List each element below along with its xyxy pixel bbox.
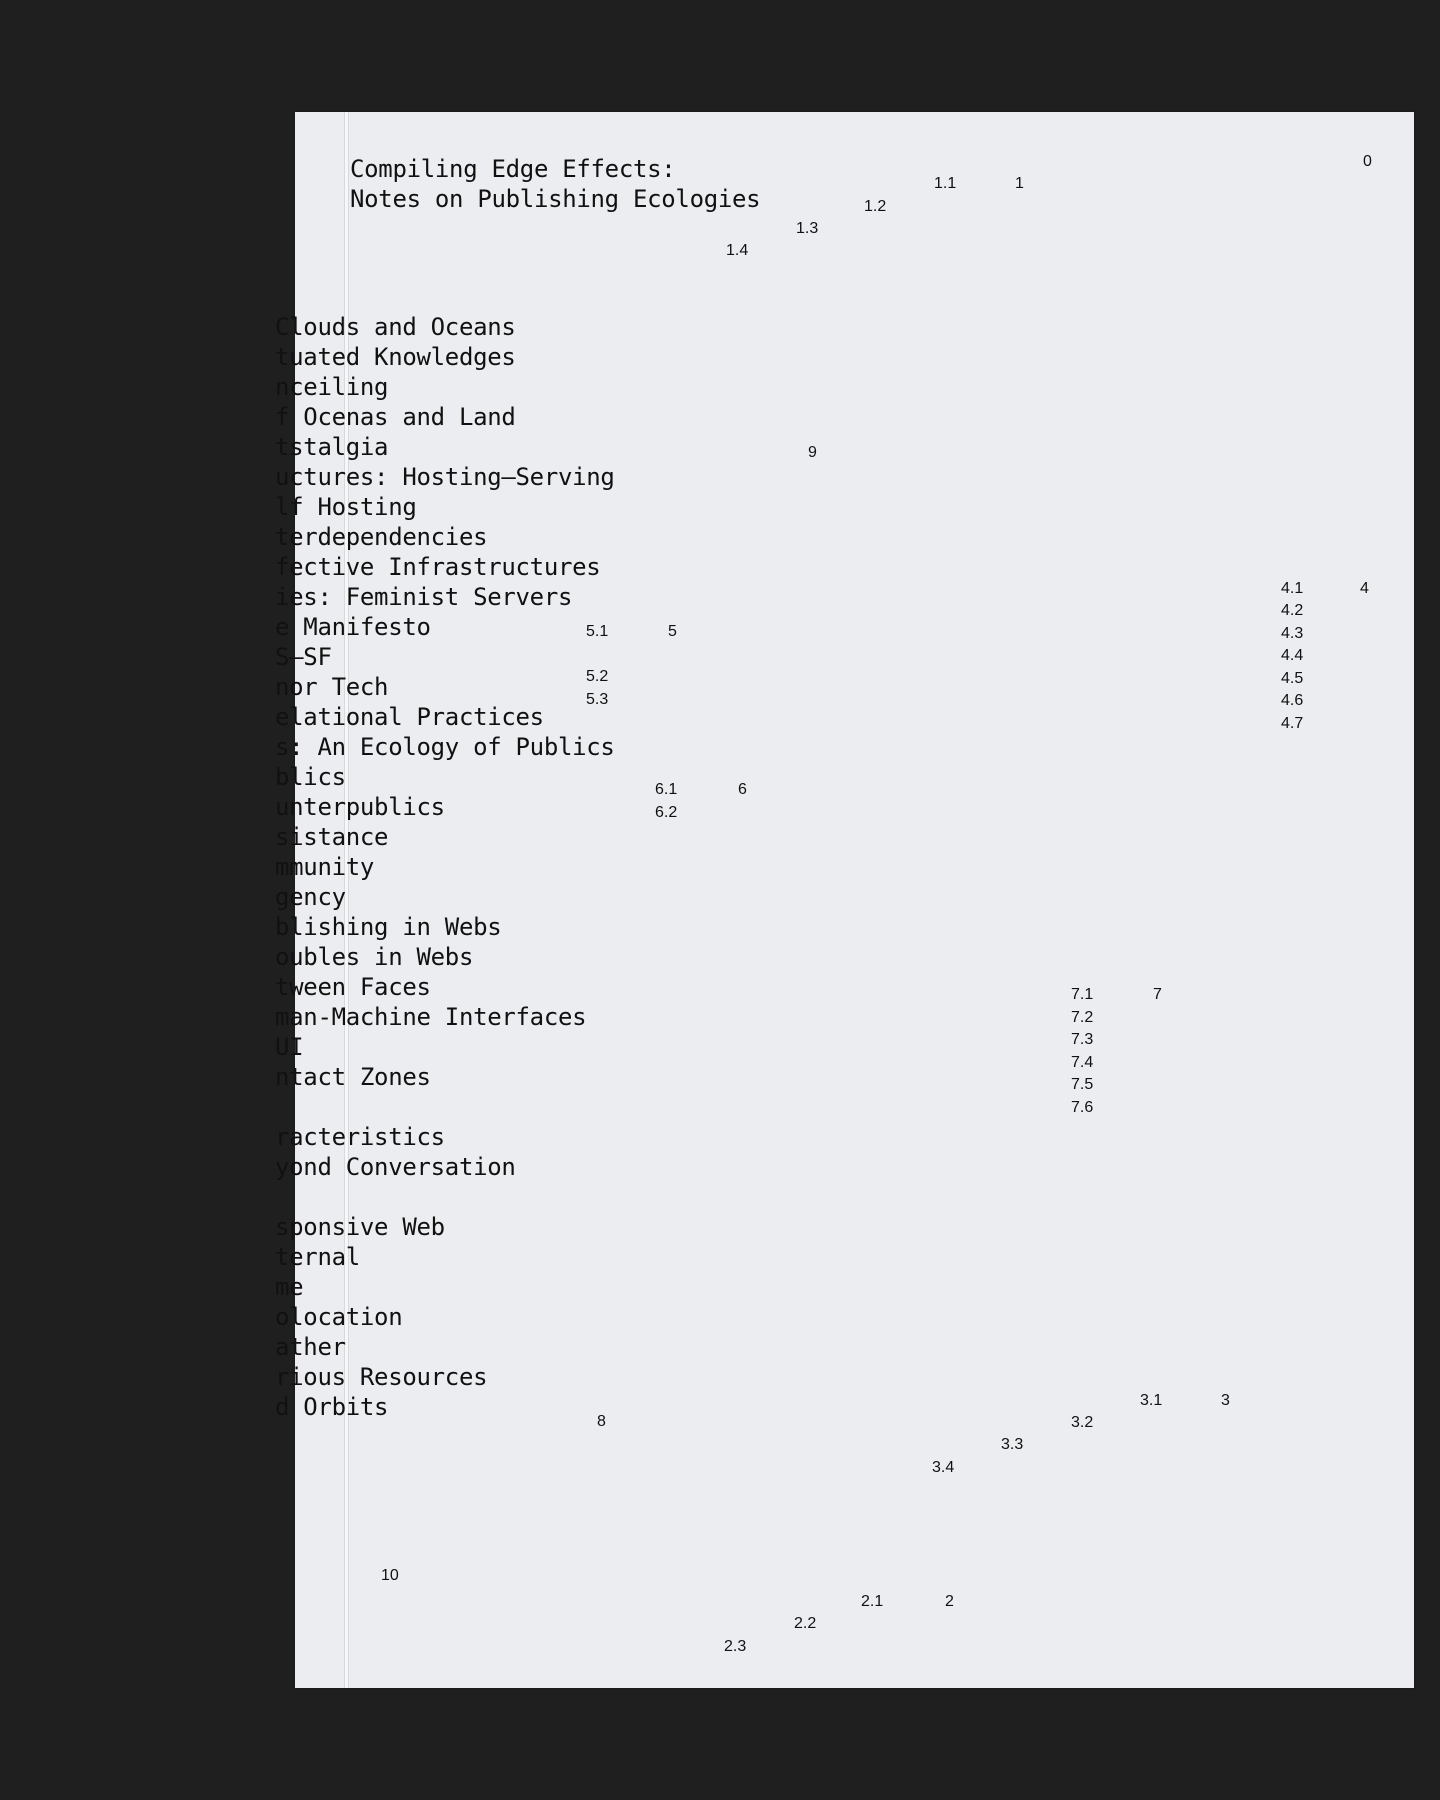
section-number: 5 [668,623,677,640]
title-line-2: Notes on Publishing Ecologies [350,185,761,213]
title-line-1: Compiling Edge Effects: [350,155,676,183]
toc-entry: f Ocenas and Land [275,403,516,431]
toc-entry: yond Conversation [275,1153,516,1181]
section-number: 4.1 [1281,580,1304,597]
section-number: 2.3 [724,1638,747,1655]
table-of-contents [275,312,615,1422]
section-number: 7.6 [1071,1099,1094,1116]
section-number: 3 [1221,1392,1230,1409]
toc-entry: elational Practices [275,703,544,731]
toc-entry [275,1092,615,1122]
section-number: 7.1 [1071,986,1094,1003]
section-number: 5.2 [586,668,609,685]
section-number: 4.4 [1281,647,1304,664]
toc-entry: olocation [275,1303,403,1331]
section-number: 1.2 [864,198,887,215]
book-page [275,112,1414,1688]
section-number: 4.5 [1281,670,1304,687]
section-number: 4.3 [1281,625,1304,642]
toc-entry: rious Resources [275,1363,488,1391]
section-number: 7.4 [1071,1054,1094,1071]
toc-entry: man-Machine Interfaces [275,1003,587,1031]
toc-entry: gency [275,883,346,911]
toc-entry: d Orbits [275,1393,389,1421]
toc-entry: me [275,1273,304,1301]
toc-entry: ies: Feminist Servers [275,583,573,611]
section-number: 3.2 [1071,1414,1094,1431]
toc-entry: lf Hosting [275,493,417,521]
toc-entry: s: An Ecology of Publics [275,733,615,761]
section-number: 5.1 [586,623,609,640]
section-number: 8 [597,1413,606,1430]
section-number: 0 [1363,153,1372,170]
toc-entry: S–SF [275,643,332,671]
section-number: 7 [1153,986,1162,1003]
section-number: 4.2 [1281,602,1304,619]
section-number: 2 [945,1593,954,1610]
page-title [350,154,760,214]
toc-entry: fective Infrastructures [275,553,601,581]
toc-entry: ntact Zones [275,1063,431,1091]
section-number: 4 [1360,580,1369,597]
section-number: 9 [808,444,817,461]
section-number: 1.3 [796,220,819,237]
section-number: 4.6 [1281,692,1304,709]
section-number: 6.1 [655,781,678,798]
section-number: 4.7 [1281,715,1304,732]
toc-entry: uctures: Hosting–Serving [275,463,615,491]
section-number: 2.2 [794,1615,817,1632]
section-number: 2.1 [861,1593,884,1610]
toc-entry: Clouds and Oceans [275,313,516,341]
toc-entry: sistance [275,823,389,851]
section-number: 3.3 [1001,1436,1024,1453]
section-number: 7.5 [1071,1076,1094,1093]
section-number: 6.2 [655,804,678,821]
toc-entry: sponsive Web [275,1213,445,1241]
section-number: 1.4 [726,242,749,259]
toc-entry: tuated Knowledges [275,343,516,371]
toc-entry: e Manifesto [275,613,431,641]
toc-entry: nceiling [275,373,389,401]
toc-entry: blics [275,763,346,791]
section-number: 1.1 [934,175,957,192]
toc-entry: nor Tech [275,673,389,701]
toc-entry: terdependencies [275,523,488,551]
section-number: 10 [381,1567,399,1584]
toc-entry [275,1182,615,1212]
section-number: 3.4 [932,1459,955,1476]
toc-entry: unterpublics [275,793,445,821]
toc-entry: tween Faces [275,973,431,1001]
toc-entry: UI [275,1033,304,1061]
toc-entry: racteristics [275,1123,445,1151]
toc-entry: ternal [275,1243,360,1271]
section-number: 7.2 [1071,1009,1094,1026]
toc-entry: oubles in Webs [275,943,474,971]
toc-entry: mmunity [275,853,375,881]
section-number: 5.3 [586,691,609,708]
toc-entry: blishing in Webs [275,913,502,941]
section-number: 6 [738,781,747,798]
toc-entry: ather [275,1333,346,1361]
section-number: 3.1 [1140,1392,1163,1409]
toc-entry: tstalgia [275,433,389,461]
section-number: 1 [1015,175,1024,192]
section-number: 7.3 [1071,1031,1094,1048]
